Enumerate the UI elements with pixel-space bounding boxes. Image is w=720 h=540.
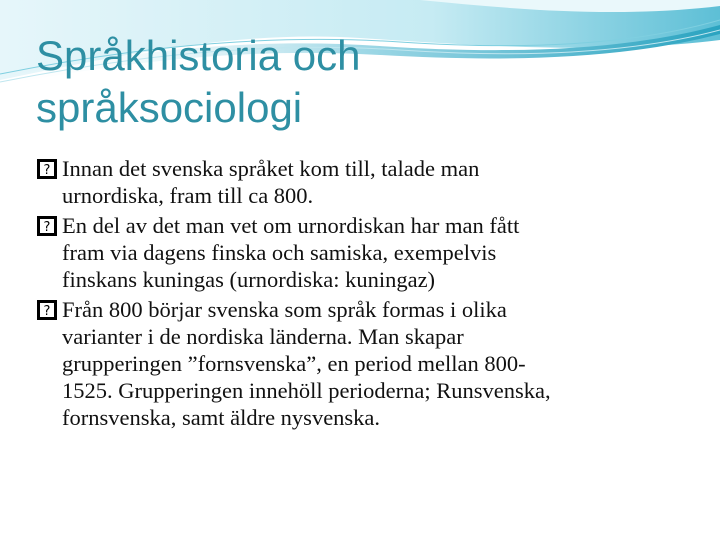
bullet-2-line-1: En del av det man vet om urnordiskan har man fått [62,213,520,238]
bullet-3-line-3: grupperingen ”fornsvenska”, en period mellan 800- [62,351,526,376]
svg-text:?: ? [43,163,51,178]
bullet-1-line-1: Innan det svenska språket kom till, talade man [62,156,480,181]
bullet-list [36,155,686,434]
slide-title-line-2: språksociologi [36,84,303,131]
bullet-3-line-4: 1525. Grupperingen innehöll perioderna; Runsvenska, [62,378,551,403]
svg-text:?: ? [43,304,51,319]
bullet-3-line-5: fornsvenska, samt äldre nysvenska. [62,405,381,430]
missing-glyph-box-icon [36,299,58,321]
bullet-3-line-1: Från 800 börjar svenska som språk formas i olika [62,297,507,322]
missing-glyph-box-icon [36,215,58,237]
bullet-2-line-3: finskans kuningas (urnordiska: kuningaz) [62,267,436,292]
bullet-text-2 [62,212,686,293]
bullet-item-1 [36,155,686,209]
bullet-1-line-2: urnordiska, fram till ca 800. [62,183,314,208]
slide-title-line-1: Språkhistoria och [36,32,361,79]
bullet-text-3 [62,296,686,431]
svg-text:?: ? [43,220,51,235]
bullet-text-1 [62,155,686,209]
missing-glyph-box-icon [36,158,58,180]
slide-title [36,30,676,134]
bullet-2-line-2: fram via dagens finska och samiska, exempelvis [62,240,497,265]
bullet-item-2 [36,212,686,293]
bullet-item-3 [36,296,686,431]
bullet-3-line-2: varianter i de nordiska länderna. Man skapar [62,324,464,349]
